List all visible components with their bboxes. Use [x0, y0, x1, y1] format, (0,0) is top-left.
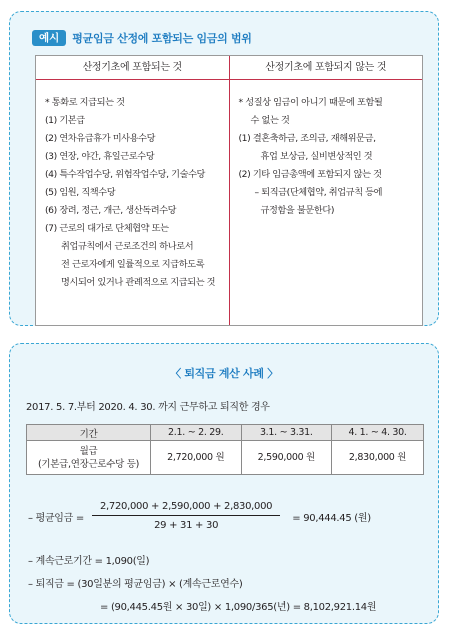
included-line: (1) 기본급	[45, 115, 85, 126]
included-line: (7) 근로의 대가로 단체협약 또는	[45, 223, 169, 234]
wage-scope-table-body	[36, 80, 422, 325]
avg-wage-result: = 90,444.45 (원)	[292, 512, 371, 524]
excluded-column	[230, 80, 423, 325]
table-cell: 2,830,000 원	[332, 441, 424, 475]
avg-wage-denominator: 29 + 31 + 30	[154, 520, 219, 531]
row-label-line: 월급	[79, 445, 98, 457]
table-cell: 2,590,000 원	[241, 441, 332, 475]
excluded-line: (1) 결혼축하금, 조의금, 재해위문금,	[238, 133, 376, 144]
severance-line-1: – 퇴직금 = (30일분의 평균임금) × (계속근로연수)	[28, 579, 243, 590]
example-badge: 예시	[32, 30, 66, 46]
excluded-line: 수 없는 것	[250, 115, 290, 126]
avg-wage-fraction	[92, 501, 280, 531]
wage-scope-table	[35, 55, 423, 326]
example-box	[9, 11, 439, 326]
avg-wage-label: – 평균임금 =	[28, 512, 84, 524]
included-line: 취업규칙에서 근로조건의 하나로서	[61, 241, 194, 252]
excluded-line: * 성질상 임금이 아니기 때문에 포함될	[238, 97, 383, 108]
avg-wage-numerator: 2,720,000 + 2,590,000 + 2,830,000	[92, 501, 280, 516]
included-line: 명시되어 있거나 관례적으로 지급되는 것	[61, 277, 216, 288]
table-header-cell: 2.1. ~ 2. 29.	[151, 425, 242, 441]
table-row	[27, 441, 424, 475]
avg-wage-formula	[28, 499, 371, 533]
wage-scope-table-header	[36, 56, 422, 80]
included-line: 전 근로자에게 일률적으로 지급하도록	[61, 259, 205, 270]
included-line: (2) 연차유급휴가 미사용수당	[45, 133, 156, 144]
monthly-wage-table	[26, 424, 424, 475]
excluded-line: (2) 기타 임금총액에 포함되지 않는 것	[238, 169, 382, 180]
included-line: (5) 임원, 직책수당	[45, 187, 116, 198]
calc-title: 〈 퇴직금 계산 사례 〉	[170, 367, 278, 380]
row-label-cell	[27, 441, 151, 475]
included-column-header: 산정기초에 포함되는 것	[36, 56, 230, 79]
table-header-cell: 4. 1. ~ 4. 30.	[332, 425, 424, 441]
service-period-line: – 계속근로기간 = 1,090(일)	[28, 556, 150, 567]
avg-wage-formula-row	[28, 499, 371, 533]
table-header-cell: 3.1. ~ 3.31.	[241, 425, 332, 441]
included-column	[36, 80, 230, 325]
severance-calc-box	[9, 343, 439, 624]
example-header	[32, 30, 252, 46]
row-label-line: (기본급,연장근로수당 등)	[37, 458, 140, 470]
calc-subtitle: 2017. 5. 7.부터 2020. 4. 30. 까지 근무하고 퇴직한 경우	[26, 402, 270, 413]
excluded-line: – 퇴직금(단체협약, 취업규칙 등에	[254, 187, 383, 198]
included-line: (6) 장려, 정근, 개근, 생산독려수당	[45, 205, 177, 216]
excluded-line: 규정함을 불문한다)	[260, 205, 335, 216]
included-line: (3) 연장, 야간, 휴일근로수당	[45, 151, 155, 162]
table-header-row	[27, 425, 424, 441]
table-header-cell: 기간	[27, 425, 151, 441]
example-title: 평균임금 산정에 포함되는 임금의 범위	[72, 32, 252, 45]
included-line: * 통화로 지급되는 것	[45, 97, 125, 108]
excluded-column-header: 산정기초에 포함되지 않는 것	[265, 62, 387, 73]
excluded-line: 휴업 보상금, 실비변상적인 것	[260, 151, 373, 162]
table-cell: 2,720,000 원	[151, 441, 242, 475]
severance-line-2: = (90,445.45원 × 30일) × 1,090/365(년) = 8,102,921.14원	[100, 602, 377, 613]
included-line: (4) 특수작업수당, 위험작업수당, 기술수당	[45, 169, 206, 180]
